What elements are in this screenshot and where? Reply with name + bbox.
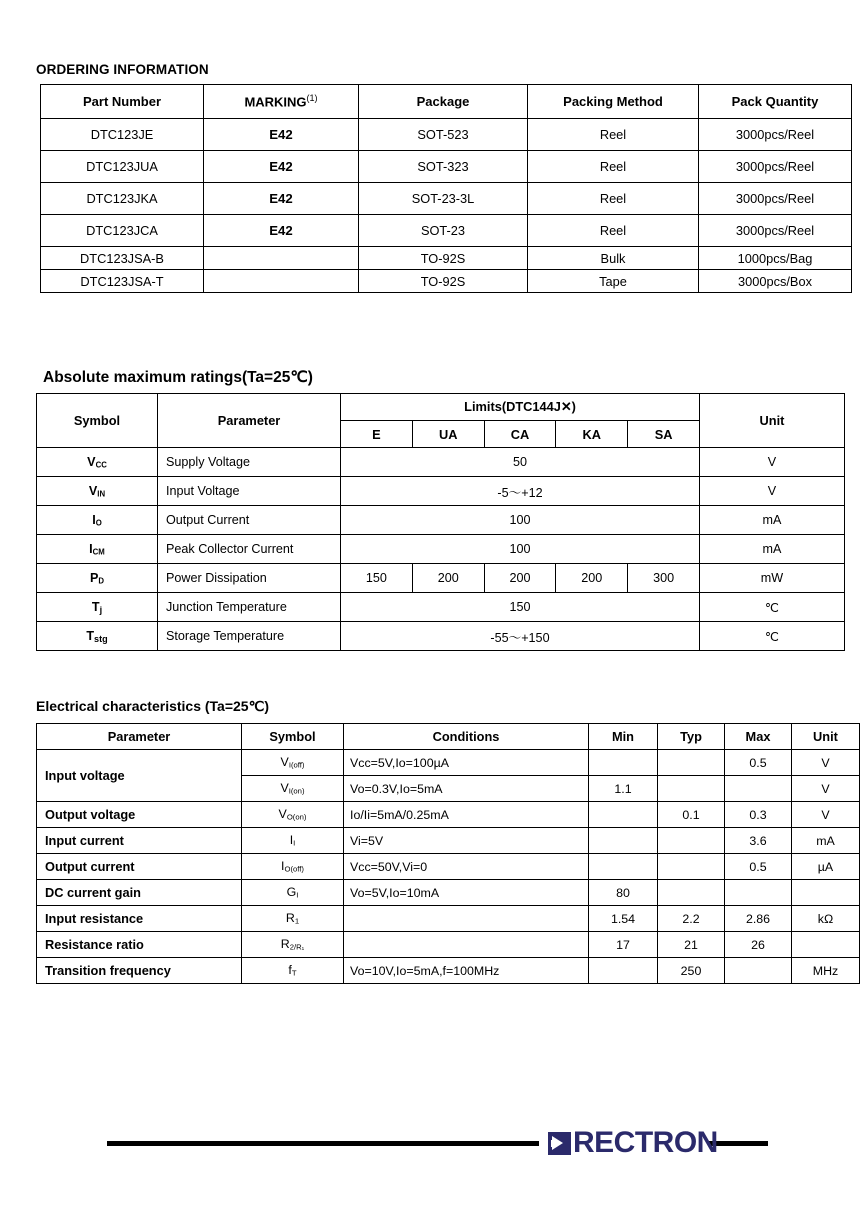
- table-header-row: [41, 85, 852, 119]
- cell-pack-quantity: 1000pcs/Bag: [699, 247, 852, 270]
- col-header-unit: Unit: [792, 724, 860, 750]
- cell-part-number: DTC123JUA: [41, 151, 204, 183]
- cell-unit: V: [792, 750, 860, 776]
- cell-limit-all: 100: [341, 506, 700, 535]
- cell-packing-method: Tape: [528, 270, 699, 293]
- cell-unit: ℃: [700, 622, 845, 651]
- col-header-parameter: Parameter: [37, 724, 242, 750]
- cell-typ: 0.1: [658, 802, 725, 828]
- cell-min: [589, 750, 658, 776]
- cell-part-number: DTC123JCA: [41, 215, 204, 247]
- electrical-characteristics-title: Electrical characteristics (Ta=25℃): [36, 698, 269, 714]
- table-row: [37, 854, 860, 880]
- cell-parameter: Peak Collector Current: [158, 535, 341, 564]
- cell-limit-value: 200: [412, 564, 484, 593]
- ordering-information-title: ORDERING INFORMATION: [36, 62, 209, 77]
- cell-unit: mA: [792, 828, 860, 854]
- col-header-marking: [204, 85, 359, 119]
- cell-limit-all: -55～+150: [341, 622, 700, 651]
- cell-parameter: Input resistance: [37, 906, 242, 932]
- cell-unit: [792, 880, 860, 906]
- cell-symbol: Tstg: [37, 622, 158, 651]
- cell-part-number: DTC123JE: [41, 119, 204, 151]
- cell-unit: V: [700, 448, 845, 477]
- cell-packing-method: Reel: [528, 151, 699, 183]
- table-row: [37, 506, 845, 535]
- cell-symbol: fT: [242, 958, 344, 984]
- cell-max: 26: [725, 932, 792, 958]
- table-row: [37, 906, 860, 932]
- cell-limit-value: 200: [484, 564, 556, 593]
- cell-min: 1.54: [589, 906, 658, 932]
- cell-unit: mA: [700, 535, 845, 564]
- cell-max: 0.3: [725, 802, 792, 828]
- cell-parameter: Storage Temperature: [158, 622, 341, 651]
- cell-min: [589, 802, 658, 828]
- cell-symbol: ICM: [37, 535, 158, 564]
- cell-conditions: [344, 932, 589, 958]
- cell-symbol: II: [242, 828, 344, 854]
- table-row: [37, 535, 845, 564]
- cell-symbol: VCC: [37, 448, 158, 477]
- cell-unit: [792, 932, 860, 958]
- cell-limit-all: 100: [341, 535, 700, 564]
- marking-label: MARKING: [244, 94, 307, 110]
- cell-marking: E42: [204, 151, 359, 183]
- table-row: [37, 622, 845, 651]
- cell-typ: [658, 828, 725, 854]
- cell-parameter: Supply Voltage: [158, 448, 341, 477]
- cell-symbol: IO: [37, 506, 158, 535]
- cell-limit-all: -5～+12: [341, 477, 700, 506]
- cell-pack-quantity: 3000pcs/Reel: [699, 183, 852, 215]
- table-row: [41, 270, 852, 293]
- cell-parameter: Junction Temperature: [158, 593, 341, 622]
- cell-unit: mW: [700, 564, 845, 593]
- cell-parameter: Output voltage: [37, 802, 242, 828]
- cell-part-number: DTC123JKA: [41, 183, 204, 215]
- cell-typ: 21: [658, 932, 725, 958]
- col-header-conditions: Conditions: [344, 724, 589, 750]
- footer-rule-right: [709, 1141, 768, 1146]
- cell-unit: V: [792, 776, 860, 802]
- col-header-limit-sa: SA: [628, 421, 700, 448]
- cell-symbol: VI(off): [242, 750, 344, 776]
- col-header-symbol: Symbol: [242, 724, 344, 750]
- cell-unit: µA: [792, 854, 860, 880]
- col-header-limit-ua: UA: [412, 421, 484, 448]
- cell-packing-method: Reel: [528, 119, 699, 151]
- cell-symbol: Tj: [37, 593, 158, 622]
- ordering-information-table: [40, 84, 852, 293]
- cell-unit: mA: [700, 506, 845, 535]
- cell-parameter: Input Voltage: [158, 477, 341, 506]
- cell-parameter: Output Current: [158, 506, 341, 535]
- cell-conditions: Vo=10V,Io=5mA,f=100MHz: [344, 958, 589, 984]
- cell-max: [725, 958, 792, 984]
- rectron-wordmark: RECTRON: [573, 1126, 718, 1159]
- cell-unit: MHz: [792, 958, 860, 984]
- col-header-limit-ca: CA: [484, 421, 556, 448]
- cell-limit-value: 300: [628, 564, 700, 593]
- cell-symbol: IO(off): [242, 854, 344, 880]
- cell-parameter: Input voltage: [37, 750, 242, 802]
- cell-max: [725, 880, 792, 906]
- col-header-package: Package: [359, 85, 528, 119]
- table-row: [37, 750, 860, 776]
- cell-typ: [658, 880, 725, 906]
- col-header-pack-quantity: Pack Quantity: [699, 85, 852, 119]
- cell-min: 80: [589, 880, 658, 906]
- cell-symbol: VIN: [37, 477, 158, 506]
- cell-typ: [658, 750, 725, 776]
- cell-pack-quantity: 3000pcs/Reel: [699, 119, 852, 151]
- cell-limit-all: 50: [341, 448, 700, 477]
- cell-typ: [658, 854, 725, 880]
- cell-packing-method: Bulk: [528, 247, 699, 270]
- cell-conditions: Vi=5V: [344, 828, 589, 854]
- col-header-unit: Unit: [700, 394, 845, 448]
- cell-package: SOT-23-3L: [359, 183, 528, 215]
- col-header-part-number: Part Number: [41, 85, 204, 119]
- cell-symbol: R2/R₁: [242, 932, 344, 958]
- cell-conditions: Vcc=5V,Io=100µA: [344, 750, 589, 776]
- cell-typ: 250: [658, 958, 725, 984]
- col-header-limits: Limits(DTC144J✕): [341, 394, 700, 421]
- table-header-row-top: [37, 394, 845, 421]
- cell-marking: E42: [204, 215, 359, 247]
- cell-conditions: Vcc=50V,Vi=0: [344, 854, 589, 880]
- table-row: [37, 593, 845, 622]
- cell-symbol: VO(on): [242, 802, 344, 828]
- col-header-packing-method: Packing Method: [528, 85, 699, 119]
- col-header-limit-ka: KA: [556, 421, 628, 448]
- table-row: [41, 151, 852, 183]
- cell-parameter: Power Dissipation: [158, 564, 341, 593]
- cell-conditions: Io/Ii=5mA/0.25mA: [344, 802, 589, 828]
- col-header-typ: Typ: [658, 724, 725, 750]
- cell-symbol: VI(on): [242, 776, 344, 802]
- cell-typ: [658, 776, 725, 802]
- cell-min: [589, 958, 658, 984]
- cell-limit-value: 200: [556, 564, 628, 593]
- cell-max: [725, 776, 792, 802]
- page-footer: [0, 1126, 868, 1172]
- rectron-arrow-icon: [548, 1132, 571, 1155]
- cell-conditions: Vo=5V,Io=10mA: [344, 880, 589, 906]
- table-row: [37, 802, 860, 828]
- absolute-maximum-ratings-table: [36, 393, 845, 651]
- cell-max: 2.86: [725, 906, 792, 932]
- cell-parameter: Output current: [37, 854, 242, 880]
- cell-limit-all: 150: [341, 593, 700, 622]
- cell-unit: kΩ: [792, 906, 860, 932]
- rectron-logo: [548, 1122, 718, 1164]
- cell-limit-value: 150: [341, 564, 413, 593]
- col-header-min: Min: [589, 724, 658, 750]
- cell-unit: V: [792, 802, 860, 828]
- cell-max: 3.6: [725, 828, 792, 854]
- col-header-symbol: Symbol: [37, 394, 158, 448]
- col-header-parameter: Parameter: [158, 394, 341, 448]
- electrical-characteristics-table: [36, 723, 860, 984]
- table-row: [37, 448, 845, 477]
- cell-marking: E42: [204, 119, 359, 151]
- absolute-maximum-ratings-title: Absolute maximum ratings(Ta=25℃): [43, 369, 313, 386]
- col-header-max: Max: [725, 724, 792, 750]
- cell-parameter: Resistance ratio: [37, 932, 242, 958]
- cell-pack-quantity: 3000pcs/Box: [699, 270, 852, 293]
- cell-symbol: R1: [242, 906, 344, 932]
- table-row: [37, 958, 860, 984]
- cell-conditions: Vo=0.3V,Io=5mA: [344, 776, 589, 802]
- cell-package: TO-92S: [359, 247, 528, 270]
- cell-package: SOT-323: [359, 151, 528, 183]
- cell-packing-method: Reel: [528, 183, 699, 215]
- table-row: [41, 215, 852, 247]
- cell-packing-method: Reel: [528, 215, 699, 247]
- cell-max: 0.5: [725, 854, 792, 880]
- table-row: [41, 247, 852, 270]
- cell-symbol: PD: [37, 564, 158, 593]
- table-row: [37, 932, 860, 958]
- cell-unit: V: [700, 477, 845, 506]
- cell-parameter: Input current: [37, 828, 242, 854]
- cell-parameter: Transition frequency: [37, 958, 242, 984]
- cell-part-number: DTC123JSA-B: [41, 247, 204, 270]
- cell-pack-quantity: 3000pcs/Reel: [699, 215, 852, 247]
- cell-typ: 2.2: [658, 906, 725, 932]
- cell-unit: ℃: [700, 593, 845, 622]
- cell-pack-quantity: 3000pcs/Reel: [699, 151, 852, 183]
- cell-package: SOT-523: [359, 119, 528, 151]
- table-row: [37, 564, 845, 593]
- table-row: [37, 477, 845, 506]
- cell-min: 17: [589, 932, 658, 958]
- table-row: [41, 183, 852, 215]
- table-header-row: [37, 724, 860, 750]
- cell-min: [589, 854, 658, 880]
- cell-max: 0.5: [725, 750, 792, 776]
- cell-marking: [204, 270, 359, 293]
- cell-parameter: DC current gain: [37, 880, 242, 906]
- cell-package: TO-92S: [359, 270, 528, 293]
- cell-marking: E42: [204, 183, 359, 215]
- cell-min: 1.1: [589, 776, 658, 802]
- cell-package: SOT-23: [359, 215, 528, 247]
- footer-rule-left: [107, 1141, 539, 1146]
- cell-marking: [204, 247, 359, 270]
- table-row: [37, 880, 860, 906]
- cell-conditions: [344, 906, 589, 932]
- table-row: [41, 119, 852, 151]
- table-row: [37, 828, 860, 854]
- cell-symbol: GI: [242, 880, 344, 906]
- cell-part-number: DTC123JSA-T: [41, 270, 204, 293]
- marking-footnote-ref: (1): [306, 93, 318, 104]
- col-header-limit-e: E: [341, 421, 413, 448]
- cell-min: [589, 828, 658, 854]
